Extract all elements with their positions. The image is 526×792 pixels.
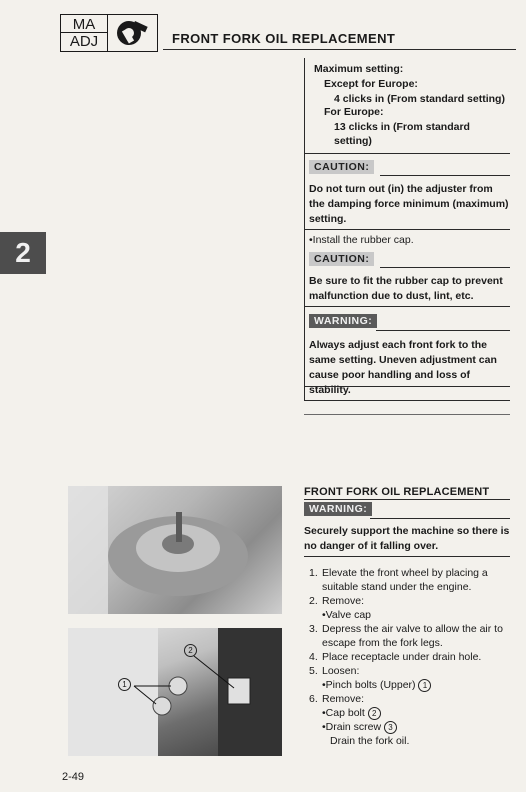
install-note: •Install the rubber cap. — [309, 234, 414, 246]
spec-bottom-rule — [304, 414, 510, 415]
step-text: •Valve cap — [322, 609, 372, 621]
maximum-setting-label: Maximum setting: — [314, 63, 404, 75]
fork-bolts-illustration — [68, 628, 282, 756]
callout-number: 1 — [418, 679, 431, 692]
step-num: 5. — [309, 665, 318, 677]
divider — [304, 499, 510, 500]
badge-top-text: MA — [72, 16, 96, 33]
step-text — [322, 678, 431, 692]
fork-cap-photo — [68, 486, 282, 614]
step-text: Remove: — [322, 693, 365, 705]
divider — [304, 556, 510, 557]
fork-bolts-photo — [68, 628, 282, 756]
warning-text: Always adjust each front fork to the same setting. Uneven adjustment can cause poor handling and loss of stability. — [309, 339, 497, 396]
badge-text-area — [61, 15, 108, 51]
except-europe-value: 4 clicks in (From standard setting) — [334, 93, 505, 105]
divider — [304, 386, 510, 387]
step-text — [322, 720, 397, 734]
fork-cap-illustration — [68, 486, 282, 614]
section-badge — [60, 14, 158, 52]
callout-number: 3 — [384, 721, 397, 734]
chapter-number: 2 — [15, 237, 31, 268]
step-num: 3. — [309, 623, 318, 635]
title-rule — [163, 49, 516, 50]
divider — [304, 153, 510, 154]
step-text: Drain the fork oil. — [330, 735, 410, 747]
step-text-inner: •Drain screw — [322, 721, 382, 733]
section-title: FRONT FORK OIL REPLACEMENT — [304, 486, 490, 498]
warning-text: Securely support the machine so there is no danger of it falling over. — [304, 525, 510, 552]
step-text — [322, 706, 381, 720]
divider — [380, 267, 510, 268]
step-text: Loosen: — [322, 665, 360, 677]
step-num: 2. — [309, 595, 318, 607]
step-num: 6. — [309, 693, 318, 705]
step-text: Place receptacle under drain hole. — [322, 651, 482, 663]
page-title: FRONT FORK OIL REPLACEMENT — [172, 31, 396, 46]
badge-bottom-text: ADJ — [69, 33, 99, 50]
divider — [304, 306, 510, 307]
page-number: 2-49 — [62, 771, 85, 783]
caution-text: Be sure to fit the rubber cap to prevent malfunction due to dust, lint, etc. — [309, 275, 503, 302]
callout-number: 2 — [184, 644, 197, 657]
spec-bottom-rule — [304, 400, 510, 401]
callout-1 — [118, 678, 131, 691]
divider — [304, 229, 510, 230]
europe-value-line2: setting) — [334, 135, 372, 147]
callout-2 — [184, 644, 197, 657]
callout-number: 1 — [118, 678, 131, 691]
step-text: Elevate the front wheel by placing a suitable stand under the engine. — [322, 567, 488, 593]
caution-text: Do not turn out (in) the adjuster from the damping force minimum (maximum) setting. — [309, 183, 509, 225]
caution-label: CAUTION: — [309, 252, 374, 266]
europe-label: For Europe: — [324, 106, 384, 118]
warning-label: WARNING: — [304, 502, 372, 516]
divider — [376, 330, 510, 331]
step-text: Depress the air valve to allow the air to escape from the fork legs. — [322, 623, 503, 649]
step-num: 1. — [309, 567, 318, 579]
divider — [380, 175, 510, 176]
divider — [370, 518, 510, 519]
warning-label: WARNING: — [309, 314, 377, 328]
step-text-inner: •Cap bolt — [322, 707, 365, 719]
wrench-icon — [111, 17, 153, 49]
step-text-inner: •Pinch bolts (Upper) — [322, 679, 416, 691]
caution-label: CAUTION: — [309, 160, 374, 174]
callout-number: 2 — [368, 707, 381, 720]
except-europe-label: Except for Europe: — [324, 78, 418, 90]
step-num: 4. — [309, 651, 318, 663]
europe-value-line1: 13 clicks in (From standard — [334, 121, 470, 133]
step-text: Remove: — [322, 595, 365, 607]
